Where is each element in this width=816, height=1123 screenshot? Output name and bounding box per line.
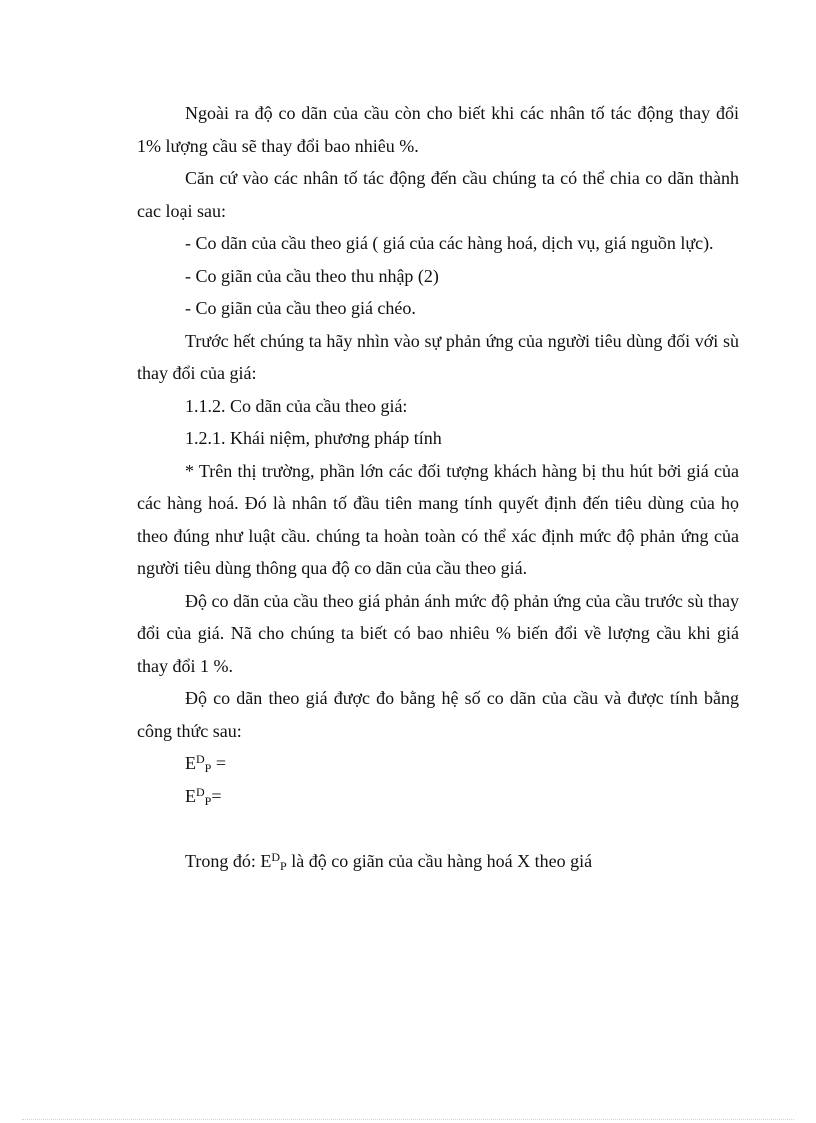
note-suffix: là độ co giãn của cầu hàng hoá X theo giá xyxy=(286,850,593,871)
paragraph-consumer-reaction: Trước hết chúng ta hãy nhìn vào sự phản ứng của người tiêu dùng đối với sù thay đổi của giá: xyxy=(137,330,739,383)
note-superscript: D xyxy=(271,849,281,864)
formula-base: E xyxy=(185,753,196,773)
list-item-cross-elasticity: - Co giãn của cầu theo giá chéo. xyxy=(185,298,416,318)
page-bottom-divider xyxy=(22,1119,794,1120)
note-prefix: Trong đó: E xyxy=(185,850,272,871)
note-subscript: P xyxy=(280,858,287,873)
paragraph-intro: Ngoài ra độ co dãn của cầu còn cho biết khi các nhân tố tác động thay đổi 1% lượng cầu sẽ thay đổi bao nhiêu %. xyxy=(137,103,739,156)
formula-rest: = xyxy=(211,785,222,806)
blank-line xyxy=(137,812,739,845)
formula-line-2 xyxy=(185,780,739,813)
paragraph-market: * Trên thị trường, phần lớn các đối tượng khách hàng bị thu hút bởi giá của các hàng hoá. Đó là nhân tố đầu tiên mang tính quyết định đến tiêu dùng của họ theo đúng như luật cầu. chúng ta hoàn toàn có thể xác định mức độ phản ứng của người tiêu dùng thông qua độ co dãn của cầu theo giá. xyxy=(137,460,739,578)
paragraph-coefficient: Độ co dãn theo giá được đo bằng hệ số co dãn của cầu và được tính bằng công thức sau: xyxy=(137,688,739,741)
section-heading-1-2-1: 1.2.1. Khái niệm, phương pháp tính xyxy=(185,428,442,448)
formula-superscript: D xyxy=(196,752,205,766)
formula-subscript: P xyxy=(204,761,212,775)
document-body xyxy=(137,97,739,877)
list-item-income-elasticity: - Co giãn của cầu theo thu nhập (2) xyxy=(185,265,439,286)
formula-rest: = xyxy=(211,753,227,773)
formula-superscript: D xyxy=(196,784,205,799)
formula-line-1 xyxy=(185,747,739,780)
formula-base: E xyxy=(185,785,196,806)
paragraph-classification: Căn cứ vào các nhân tố tác động đến cầu chúng ta có thể chia co dãn thành cac loại sau: xyxy=(137,168,739,221)
formula-note xyxy=(185,845,739,878)
paragraph-definition: Độ co dãn của cầu theo giá phản ánh mức độ phản ứng của cầu trước sù thay đổi của giá. Nã cho chúng ta biết có bao nhiêu % biến đổi về lượng cầu khi giá thay đổi 1 %. xyxy=(137,590,739,676)
list-item-price-elasticity: - Co dãn của cầu theo giá ( giá của các hàng hoá, dịch vụ, giá nguồn lực). xyxy=(185,233,714,253)
formula-subscript: P xyxy=(204,793,212,808)
section-heading-1-1-2: 1.1.2. Co dãn của cầu theo giá: xyxy=(185,395,408,416)
